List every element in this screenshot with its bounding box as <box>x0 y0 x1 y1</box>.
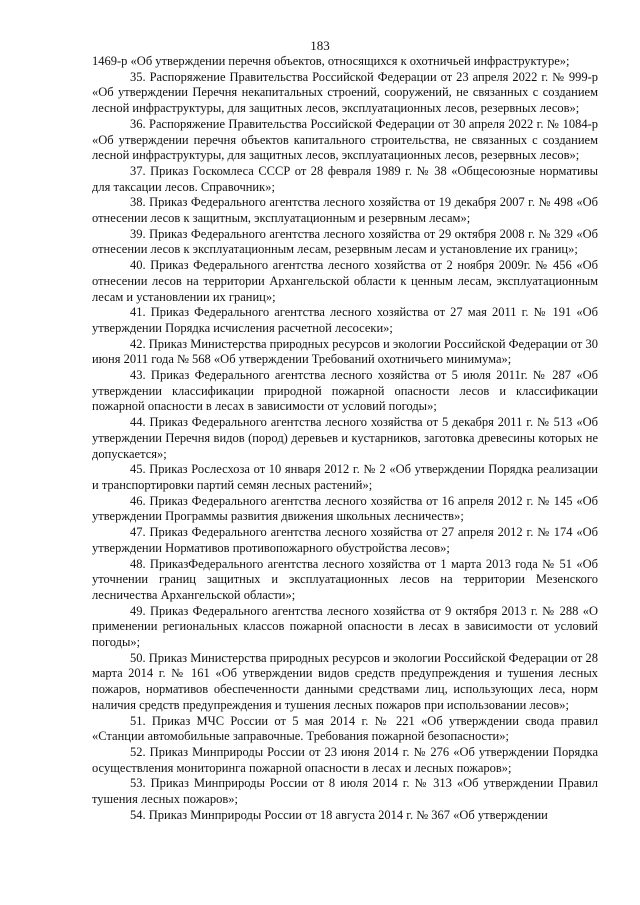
document-body <box>92 54 598 823</box>
list-item: 41. Приказ Федерального агентства лесного хозяйства от 27 мая 2011 г. № 191 «Об утверждении Порядка исчисления расчетной лесосеки»; <box>92 305 598 335</box>
list-item: 42. Приказ Министерства природных ресурсов и экологии Российской Федерации от 30 июня 2011 года № 568 «Об утверждении Требований охотничьего минимума»; <box>92 336 598 367</box>
list-item: 43. Приказ Федерального агентства лесного хозяйства от 5 июля 2011г. № 287 «Об утверждении классификации природной пожарной опасности лесов и классификации пожарной опасности в лесах в зависимости от условий погоды»; <box>92 368 598 414</box>
list-item-continuation: 1469-р «Об утверждении перечня объектов, относящихся к охотничьей инфраструктуре»; <box>92 54 570 68</box>
list-item: 37. Приказ Госкомлеса СССР от 28 февраля 1989 г. № 38 «Общесоюзные нормативы для таксации лесов. Справочник»; <box>92 163 598 194</box>
list-item: 38. Приказ Федерального агентства лесного хозяйства от 19 декабря 2007 г. № 498 «Об отнесении лесов к защитным, эксплуатационным и резервным лесам»; <box>92 195 598 226</box>
list-item: 50. Приказ Министерства природных ресурсов и экологии Российской Федерации от 28 марта 2014 г. № 161 «Об утверждении видов средств предупреждения и тушения лесных пожаров, нормативов обеспеченности данными средствами лиц, использующих леса, норм наличия средств предупреждения и тушения лесных пожаров при использовании лесов»; <box>92 650 598 712</box>
page-number: 183 <box>310 38 330 53</box>
list-item: 49. Приказ Федерального агентства лесного хозяйства от 9 октября 2013 г. № 288 «О применении региональных классов пожарной опасности в лесах в зависимости от условий погоды»; <box>92 603 598 650</box>
list-item: 48. ПриказФедерального агентства лесного хозяйства от 1 марта 2013 года № 51 «Об уточнении границ защитных и эксплуатационных лесов на территории Мезенского лесничества Архангельской области»; <box>92 556 598 602</box>
list-item: 40. Приказ Федерального агентства лесного хозяйства от 2 ноября 2009г. № 456 «Об отнесении лесов на территории Архангельской области к ценным лесам, эксплуатационным лесам и установлении их границ»; <box>92 258 598 304</box>
list-item: 36. Распоряжение Правительства Российской Федерации от 30 апреля 2022 г. № 1084-р «Об утверждении перечня объектов капитального строительства, не связанных с созданием лесной инфраструктуры, для защитных лесов, эксплуатационных лесов, резервных лесов»; <box>92 116 598 163</box>
list-item: 51. Приказ МЧС России от 5 мая 2014 г. № 221 «Об утверждении свода правил «Станции автомобильные заправочные. Требования пожарной безопасности»; <box>92 713 598 744</box>
list-item: 53. Приказ Минприроды России от 8 июля 2014 г. № 313 «Об утверждении Правил тушения лесных пожаров»; <box>92 776 598 807</box>
list-item: 54. Приказ Минприроды России от 18 августа 2014 г. № 367 «Об утверждении <box>130 807 548 822</box>
list-item: 45. Приказ Рослесхоза от 10 января 2012 г. № 2 «Об утверждении Порядка реализации и транспортировки партий семян лесных растений»; <box>92 462 598 492</box>
list-item: 52. Приказ Минприроды России от 23 июня 2014 г. № 276 «Об утверждении Порядка осуществления мониторинга пожарной опасности в лесах и лесных пожаров»; <box>92 744 598 775</box>
list-item: 39. Приказ Федерального агентства лесного хозяйства от 29 октября 2008 г. № 329 «Об отнесении лесов к эксплуатационным лесам, резервным лесам и установление их границ»; <box>92 226 598 257</box>
list-item: 35. Распоряжение Правительства Российской Федерации от 23 апреля 2022 г. № 999-р «Об утверждении Перечня некапитальных строений, сооружений, не связанных с созданием лесной инфраструктуры, для защитных лесов, эксплуатационных лесов, резервных лесов»; <box>92 69 598 116</box>
list-item: 46. Приказ Федерального агентства лесного хозяйства от 16 апреля 2012 г. № 145 «Об утверждении Программы развития движения школьных лесничеств»; <box>92 493 598 524</box>
list-item: 44. Приказ Федерального агентства лесного хозяйства от 5 декабря 2011 г. № 513 «Об утверждении Перечня видов (пород) деревьев и кустарников, заготовка древесины которых не допускается»; <box>92 415 598 461</box>
list-item: 47. Приказ Федерального агентства лесного хозяйства от 27 апреля 2012 г. № 174 «Об утверждении Нормативов противопожарного обустройства лесов»; <box>92 525 598 555</box>
